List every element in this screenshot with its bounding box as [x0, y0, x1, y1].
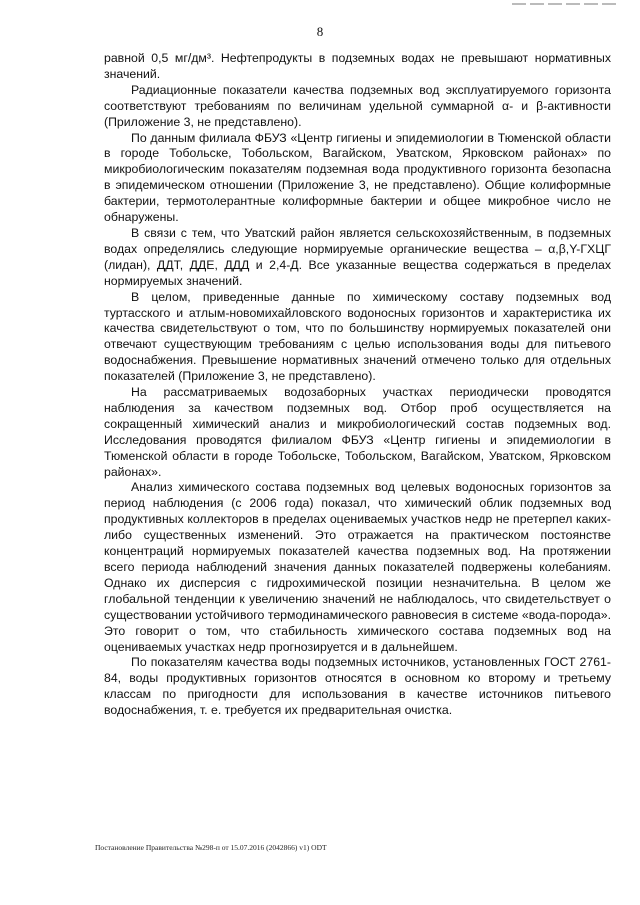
- page-number: 8: [316, 24, 324, 39]
- paragraph-4: В связи с тем, что Уватский район является сельскохозяйственным, в подземных водах определялись следующие нормируемые органические вещества – α,β,Υ-ГХЦГ (лидан), ДДТ, ДДЕ, ДДД и 2,4-Д. Все указанные вещества содержаться в пределах нормируемых значений.: [104, 225, 611, 288]
- paragraph-8: По показателям качества воды подземных источников, установленных ГОСТ 2761-84, воды продуктивных горизонтов относятся в основном ко второму и третьему классам по пригодности для использования в качестве источников питьевого водоснабжения, т. е. требуется их предварительная очистка.: [104, 655, 611, 718]
- paragraph-6: На рассматриваемых водозаборных участках периодически проводятся наблюдения за качеством подземных вод. Отбор проб осуществляется на сокращенный химический анализ и микробиологический состав подземных вод. Исследования проводятся филиалом ФБУЗ «Центр гигиены и эпидемиологии в Тюменской области в городе Тобольске, Тобольском, Вагайском, Уватском, Ярковском районах».: [104, 385, 611, 479]
- scan-artifact: [512, 3, 617, 5]
- paragraph-5: В целом, приведенные данные по химическому составу подземных вод туртасского и атлым-новомихайловского водоносных горизонтов и характеристика их качества свидетельствуют о том, что по большинству нормируемых показателей они отвечают существующим требованиям с целью использования воды для питьевого водоснабжения. Превышение нормативных значений отмечено только для отдельных показателей (Приложение 3, не представлено).: [104, 289, 611, 384]
- paragraph-2: Радиационные показатели качества подземных вод эксплуатируемого горизонта соответствуют требованиям по величинам удельной суммарной α- и β-активности (Приложение 3, не представлено).: [104, 82, 611, 129]
- paragraph-1: равной 0,5 мг/дм³. Нефтепродукты в подземных водах не превышают нормативных значений.: [104, 51, 611, 81]
- paragraph-3: По данным филиала ФБУЗ «Центр гигиены и эпидемиологии в Тюменской области в городе Тобольске, Тобольском, Вагайском, Уватском, Ярковском районах» по микробиологическим показателям подземная вода продуктивного горизонта безопасна в эпидемическом отношении (Приложение 3, не представлено). Общие колиформные бактерии, термотолерантные колиформные бактерии и общее микробное число не обнаружены.: [104, 130, 611, 225]
- paragraph-7: Анализ химического состава подземных вод целевых водоносных горизонтов за период наблюдения (с 2006 года) показал, что химический облик подземных вод продуктивных коллекторов в пределах оцениваемых участков недр не претерпел каких-либо существенных изменений. Это отражается на практическом постоянстве концентраций нормируемых показателей качества подземных вод. На протяжении всего периода наблюдений значения данных показателей подвержены колебаниям. Однако их дисперсия с гидрохимической позиции незначительна. В целом же глобальной тенденции к увеличению значений не наблюдалось, что свидетельствует о существовании устойчивого термодинамического равновесия в системе «вода-порода». Это говорит о том, что стабильность химического состава подземных вод на оцениваемых участках недр прогнозируется и в дальнейшем.: [104, 480, 611, 654]
- document-body: [104, 51, 611, 719]
- document-footer: Постановление Правительства №298-п от 15.07.2016 (2042866) v1) ODT: [95, 843, 327, 852]
